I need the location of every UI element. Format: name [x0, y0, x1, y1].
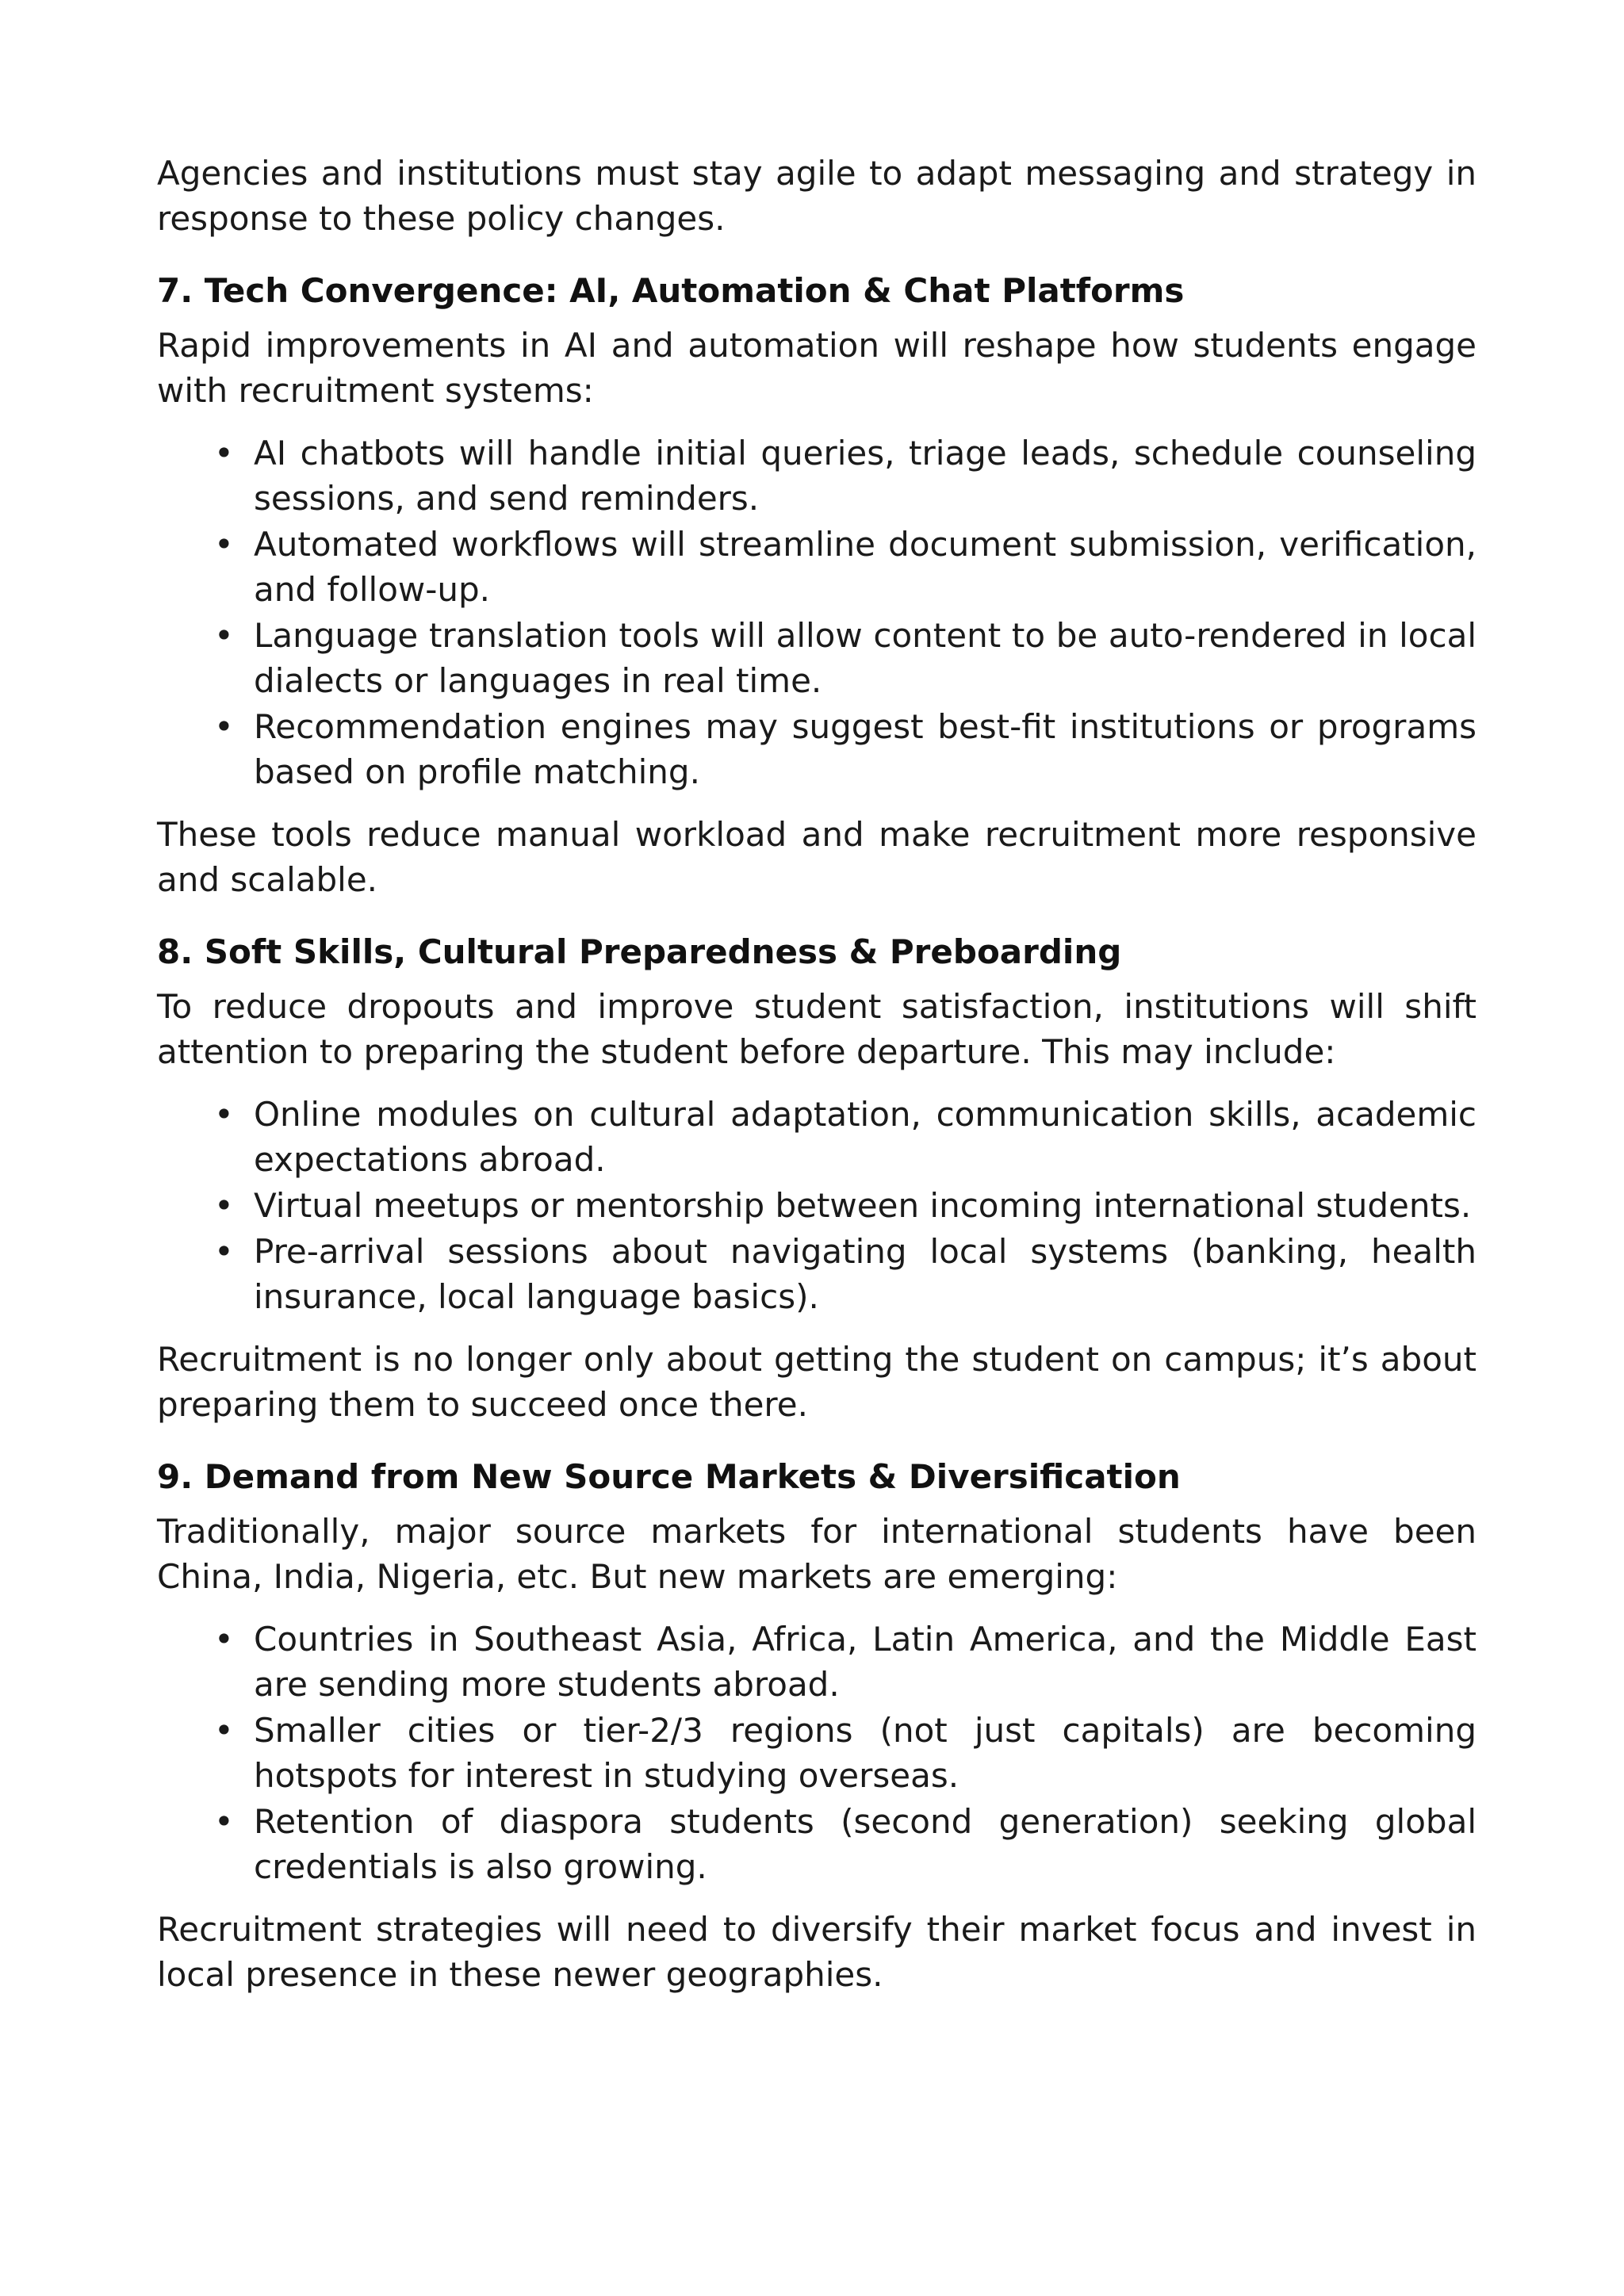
intro-paragraph: Agencies and institutions must stay agile to adapt messaging and strategy in response to these policy changes.	[157, 154, 1477, 238]
list-item: • Automated workflows will streamline document submission, verification, and follow-up.	[254, 522, 1477, 612]
list-item: • Virtual meetups or mentorship between incoming international students.	[254, 1183, 1477, 1228]
section-lead-paragraph: To reduce dropouts and improve student satisfaction, institutions will shift attention to preparing the student before departure. This may include:	[157, 987, 1477, 1071]
bullet-list	[157, 1092, 1477, 1319]
section-lead-paragraph: Traditionally, major source markets for international students have been China, India, Nigeria, etc. But new markets are emerging:	[157, 1512, 1477, 1596]
list-item: • Recommendation engines may suggest best-fit institutions or programs based on profile matching.	[254, 704, 1477, 794]
list-item: • Pre-arrival sessions about navigating local systems (banking, health insurance, local language basics).	[254, 1229, 1477, 1319]
bullet-list	[157, 430, 1477, 794]
section-lead-paragraph: Rapid improvements in AI and automation will reshape how students engage with recruitment systems:	[157, 326, 1477, 410]
section-heading: 9. Demand from New Source Markets & Diversification	[157, 1457, 1181, 1496]
list-item: • AI chatbots will handle initial queries, triage leads, schedule counseling sessions, and send reminders.	[254, 430, 1477, 521]
document-page	[157, 151, 1477, 2015]
section-closing-paragraph: Recruitment strategies will need to diversify their market focus and invest in local presence in these newer geographies.	[157, 1910, 1477, 1994]
section-new-source-markets	[157, 1454, 1477, 1997]
section-heading: 7. Tech Convergence: AI, Automation & Chat Platforms	[157, 271, 1185, 310]
section-heading: 8. Soft Skills, Cultural Preparedness & Preboarding	[157, 932, 1122, 971]
bullet-list	[157, 1617, 1477, 1889]
list-item: • Online modules on cultural adaptation, communication skills, academic expectations abroad.	[254, 1092, 1477, 1182]
section-soft-skills	[157, 929, 1477, 1427]
list-item: • Language translation tools will allow content to be auto-rendered in local dialects or languages in real time.	[254, 613, 1477, 703]
section-tech-convergence	[157, 268, 1477, 902]
section-closing-paragraph: Recruitment is no longer only about getting the student on campus; it’s about preparing them to succeed once there.	[157, 1340, 1477, 1424]
list-item: • Countries in Southeast Asia, Africa, Latin America, and the Middle East are sending more students abroad.	[254, 1617, 1477, 1707]
list-item: • Retention of diaspora students (second generation) seeking global credentials is also growing.	[254, 1799, 1477, 1889]
list-item: • Smaller cities or tier-2/3 regions (not just capitals) are becoming hotspots for interest in studying overseas.	[254, 1708, 1477, 1798]
section-closing-paragraph: These tools reduce manual workload and make recruitment more responsive and scalable.	[157, 815, 1477, 899]
